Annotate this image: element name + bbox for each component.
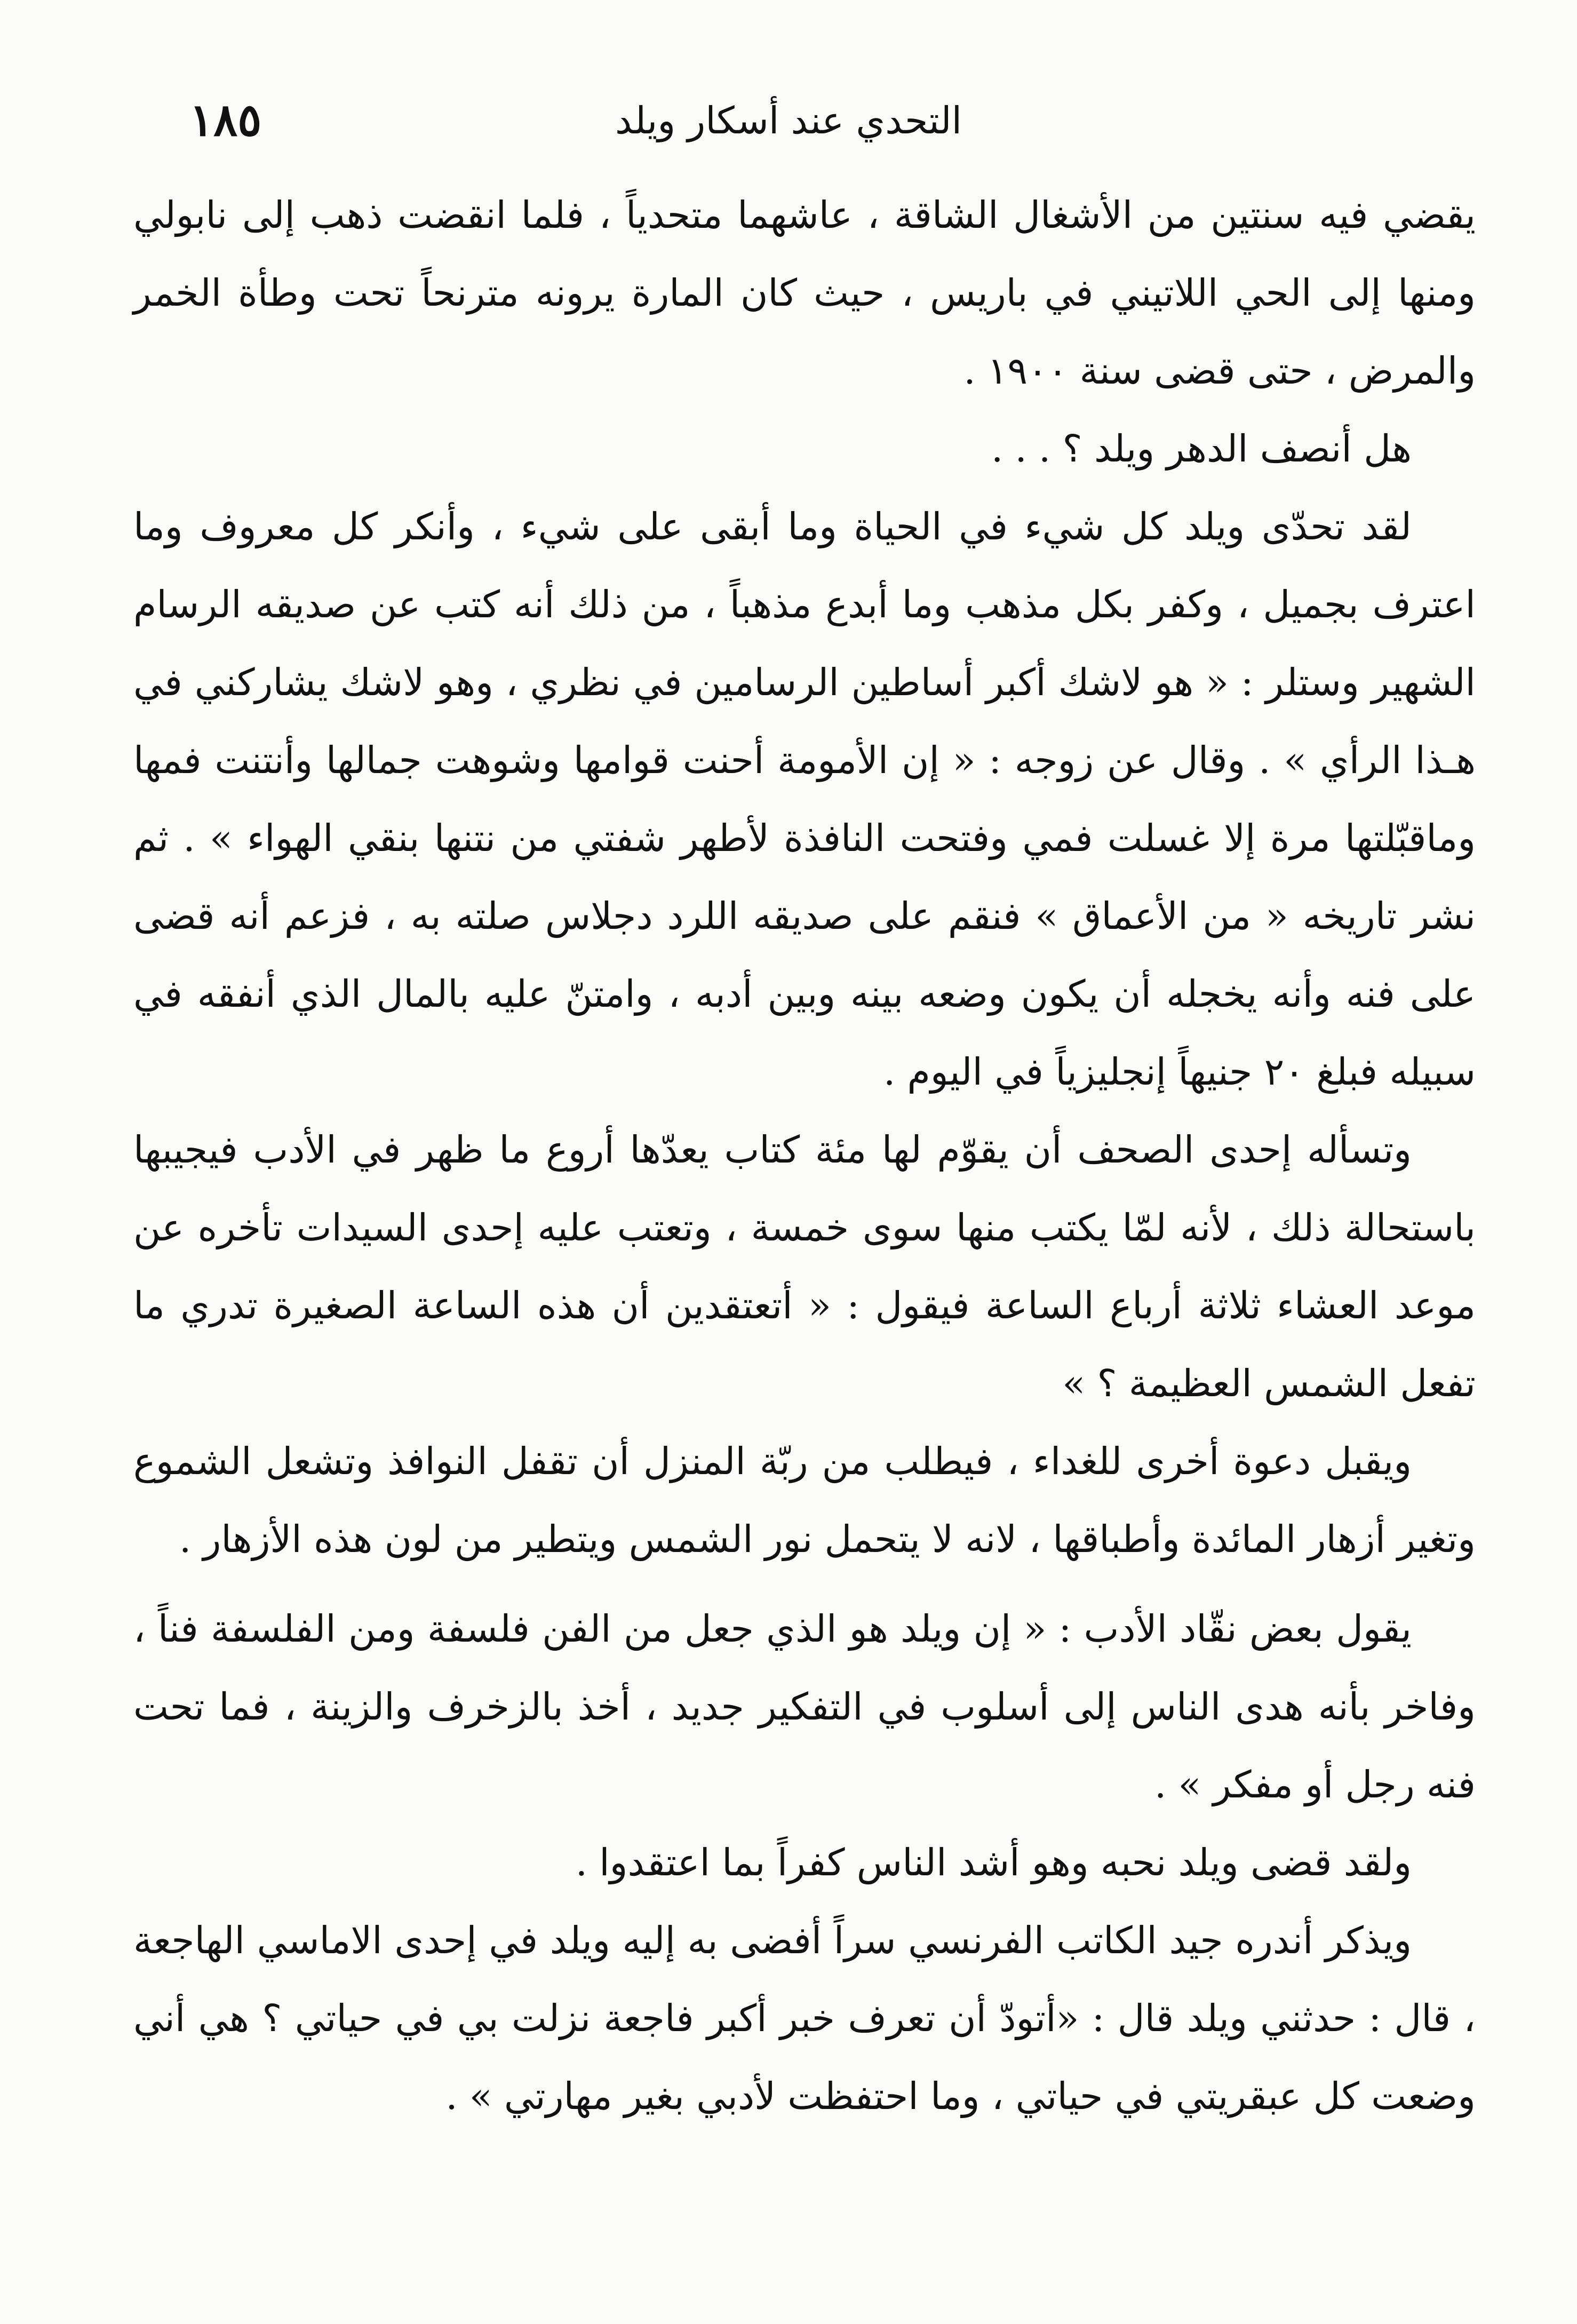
- paragraph: هل أنصف الدهر ويلد ؟ . . .: [991, 427, 1412, 471]
- page-number: ١٨٥: [189, 93, 262, 146]
- paragraph: ويقبل دعوة أخرى للغداء ، فيطلب من ربّة المنزل أن تقفل النوافذ وتشعل الشموع وتغير أزهار المائدة وأطباقها ، لانه لا يتحمل نور الشمس ويتطير من لون هذه الأزهار .: [133, 1439, 1476, 1561]
- body-text: [133, 176, 1476, 2135]
- paragraph: يقول بعض نقّاد الأدب : « إن ويلد هو الذي جعل من الفن فلسفة ومن الفلسفة فناً ، وفاخر بأنه هدى الناس إلى أسلوب في التفكير جديد ، أخذ بالزخرف والزينة ، فما تحت فنه رجل أو مفكر » .: [133, 1607, 1476, 1806]
- paragraph: ويذكر أندره جيد الكاتب الفرنسي سراً أفضى به إليه ويلد في إحدى الاماسي الهاجعة ، قال : حدثني ويلد قال : «أتودّ أن تعرف خبر أكبر فاجعة نزلت بي في حياتي ؟ هي أني وضعت كل عبقريتي في حياتي ، وما احتفظت لأدبي بغير مهارتي » .: [133, 1919, 1476, 2118]
- paragraph: يقضي فيه سنتين من الأشغال الشاقة ، عاشهما متحدياً ، فلما انقضت ذهب إلى نابولي ومنها إلى الحي اللاتيني في باريس ، حيث كان المارة يرونه مترنحاً تحت وطأة الخمر والمرض ، حتى قضى سنة ١٩٠٠ .: [133, 193, 1476, 393]
- page-header: [131, 93, 1446, 157]
- paragraph: وتسأله إحدى الصحف أن يقوّم لها مئة كتاب يعدّها أروع ما ظهر في الأدب فيجيبها باستحالة ذلك ، لأنه لمّا يكتب منها سوى خمسة ، وتعتب عليه إحدى السيدات تأخره عن موعد العشاء ثلاثة أرباع الساعة فيقول : « أتعتقدين أن هذه الساعة الصغيرة تدري ما تفعل الشمس العظيمة ؟ »: [133, 1128, 1476, 1405]
- paragraph: ولقد قضى ويلد نحبه وهو أشد الناس كفراً بما اعتقدوا .: [575, 1841, 1412, 1884]
- paragraph: لقد تحدّى ويلد كل شيء في الحياة وما أبقى على شيء ، وأنكر كل معروف وما اعترف بجميل ، وكفر بكل مذهب وما أبدع مذهباً ، من ذلك أنه كتب عن صديقه الرسام الشهير وستلر : « هو لاشك أكبر أساطين الرسامين في نظري ، وهو لاشك يشاركني في هـذا الرأي » . وقال عن زوجه : « إن الأمومة أحنت قوامها وشوهت جمالها وأنتنت فمها وماقبّلتها مرة إلا غسلت فمي وفتحت النافذة لأطهر شفتي من نتنها بنقي الهواء » . ثم نشر تاريخه « من الأعماق » فنقم على صديقه اللرد دجلاس صلته به ، فزعم أنه قضى على فنه وأنه يخجله أن يكون وضعه بينه وبين أدبه ، وامتنّ عليه بالمال الذي أنفقه في سبيله فبلغ ٢٠ جنيهاً إنجليزياً في اليوم .: [133, 505, 1476, 1094]
- running-title: التحدي عند أسكار ويلد: [615, 99, 962, 142]
